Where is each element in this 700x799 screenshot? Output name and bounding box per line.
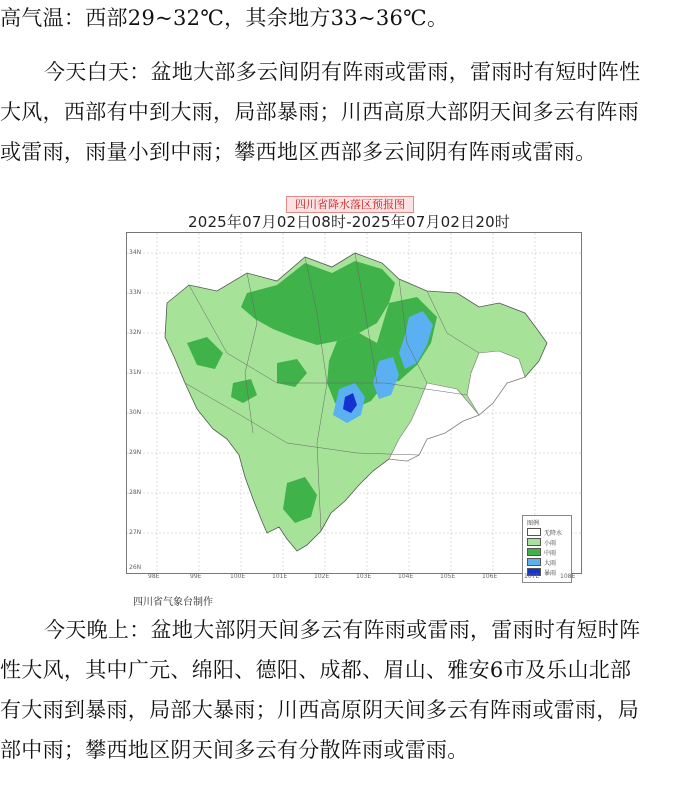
paragraph-evening-forecast [0, 610, 700, 770]
lat-label: 34N [129, 249, 142, 256]
text-line: 今天白天：盆地大部多云间阴有阵雨或雷雨，雷雨时有短时阵性 [44, 60, 641, 84]
text-line: 性大风，其中广元、绵阳、德阳、成都、眉山、雅安6市及乐山北部 [0, 658, 632, 682]
lon-label: 102E [314, 573, 330, 580]
text-line: 大风，西部有中到大雨，局部暴雨；川西高原大部阴天间多云有阵雨 [0, 100, 639, 124]
legend-label: 暴雨 [544, 569, 557, 577]
lat-label: 33N [129, 289, 142, 296]
lat-label: 28N [129, 489, 142, 496]
legend-item [527, 528, 562, 536]
lat-label: 26N [129, 564, 142, 571]
lat-label: 29N [129, 449, 142, 456]
legend-title: 图例 [527, 520, 540, 527]
legend-swatch [527, 538, 541, 546]
legend-swatch [527, 558, 541, 566]
lon-label: 105E [440, 573, 456, 580]
lon-label: 107E [524, 573, 540, 580]
paragraph-temperature [0, 0, 700, 38]
text-line: 高气温：西部29~32℃，其余地方33~36℃。 [0, 6, 449, 30]
text-line: 部中雨；攀西地区阴天间多云有分散阵雨或雷雨。 [0, 738, 469, 762]
sichuan-map-image [127, 233, 581, 573]
lon-label: 99E [190, 573, 202, 580]
legend-item [527, 538, 556, 546]
precipitation-forecast-map [118, 196, 580, 608]
lon-label: 104E [398, 573, 414, 580]
lon-label: 101E [272, 573, 288, 580]
lat-label: 27N [129, 529, 142, 536]
legend-label: 无降水 [544, 529, 563, 537]
map-time-range: 2025年07月02日08时-2025年07月02日20时 [187, 213, 511, 231]
legend-item [527, 558, 556, 566]
lon-label: 103E [356, 573, 372, 580]
lat-label: 31N [129, 369, 142, 376]
legend-swatch [527, 548, 541, 556]
text-line: 今天晚上：盆地大部阴天间多云有阵雨或雷雨，雷雨时有短时阵 [44, 618, 641, 642]
lon-label: 100E [230, 573, 246, 580]
lon-label: 108E [560, 573, 576, 580]
map-title-banner: 四川省降水落区预报图 [286, 196, 414, 213]
map-credit: 四川省气象台制作 [133, 597, 213, 608]
lon-label: 106E [482, 573, 498, 580]
legend-label: 中雨 [544, 549, 557, 557]
lat-label: 30N [129, 409, 142, 416]
legend-label: 大雨 [544, 559, 557, 567]
lon-label: 98E [148, 573, 160, 580]
legend-item [527, 548, 556, 556]
text-line: 或雷雨，雨量小到中雨；攀西地区西部多云间阴有阵雨或雷雨。 [0, 140, 597, 164]
legend-swatch [527, 528, 541, 536]
lat-label: 32N [129, 329, 142, 336]
legend-label: 小雨 [544, 539, 557, 547]
text-line: 有大雨到暴雨，局部大暴雨；川西高原阴天间多云有阵雨或雷雨，局 [0, 698, 639, 722]
paragraph-daytime-forecast [0, 52, 700, 172]
